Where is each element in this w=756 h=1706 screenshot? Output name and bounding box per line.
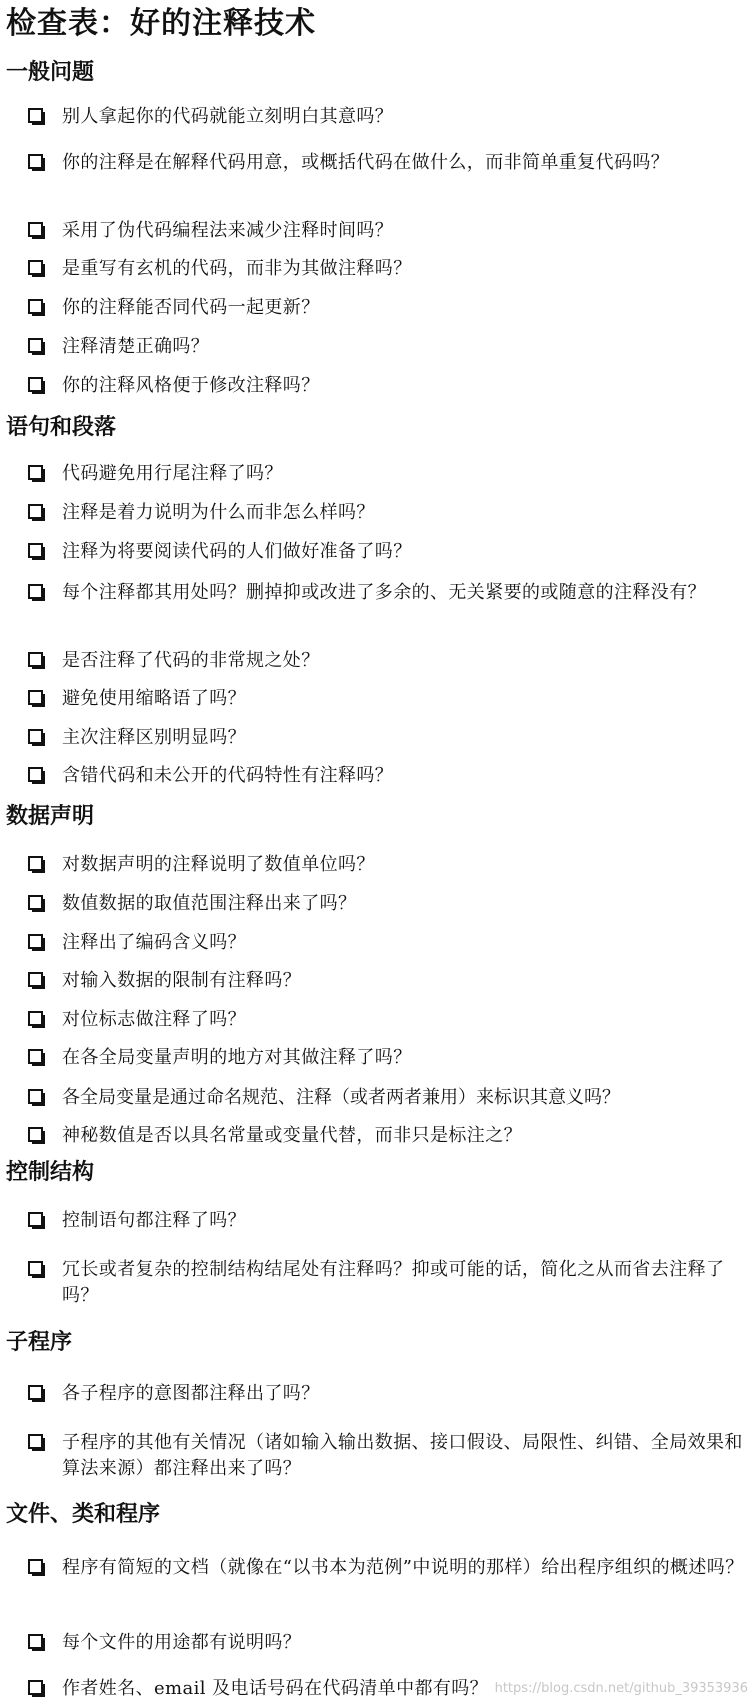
- checkbox-icon[interactable]: [28, 584, 43, 599]
- checklist-item-text: 避免使用缩略语了吗？: [62, 688, 246, 709]
- checklist-item-text: 对位标志做注释了吗？: [62, 1009, 246, 1030]
- checkbox-icon[interactable]: [28, 504, 43, 519]
- checkbox-icon[interactable]: [28, 972, 43, 987]
- checklist-item-text: 别人拿起你的代码就能立刻明白其意吗？: [62, 106, 394, 127]
- checkbox-icon[interactable]: [28, 222, 43, 237]
- section-heading-files-classes-programs: 文件、类和程序: [6, 1502, 161, 1527]
- checkbox-icon[interactable]: [28, 108, 43, 123]
- checklist-item-text: 是否注释了代码的非常规之处？: [62, 650, 320, 671]
- checklist-item-text: 你的注释是在解释代码用意，或概括代码在做什么，而非简单重复代码吗？: [62, 152, 670, 173]
- checklist-item-text: 在各全局变量声明的地方对其做注释了吗？: [62, 1047, 412, 1068]
- section-heading-routines: 子程序: [6, 1330, 73, 1355]
- checkbox-icon[interactable]: [28, 690, 43, 705]
- checkbox-icon[interactable]: [28, 1127, 43, 1142]
- checkbox-icon[interactable]: [28, 299, 43, 314]
- checklist-item-text: 控制语句都注释了吗？: [62, 1210, 246, 1231]
- checklist-item-text: 主次注释区别明显吗？: [62, 727, 246, 748]
- checklist-item-text: 各全局变量是通过命名规范、注释（或者两者兼用）来标识其意义吗？: [62, 1087, 620, 1108]
- checklist-item-text: 数值数据的取值范围注释出来了吗？: [62, 893, 357, 914]
- checklist-item-text: 每个注释都其用处吗？删掉抑或改进了多余的、无关紧要的或随意的注释没有？: [62, 582, 706, 603]
- checklist-item-text: 程序有简短的文档（就像在“以书本为范例”中说明的那样）给出程序组织的概述吗？: [62, 1557, 744, 1578]
- checkbox-icon[interactable]: [28, 652, 43, 667]
- section-heading-statements: 语句和段落: [6, 415, 117, 440]
- checklist-item-text: 冗长或者复杂的控制结构结尾处有注释吗？抑或可能的话，简化之从而省去注释了吗？: [62, 1259, 725, 1306]
- checkbox-icon[interactable]: [28, 1385, 43, 1400]
- checklist-item-text: 作者姓名、email 及电话号码在代码清单中都有吗？: [62, 1678, 489, 1699]
- checkbox-icon[interactable]: [28, 767, 43, 782]
- checkbox-icon[interactable]: [28, 260, 43, 275]
- checklist-item-text: 对数据声明的注释说明了数值单位吗？: [62, 854, 375, 875]
- checklist-item-text: 每个文件的用途都有说明吗？: [62, 1632, 302, 1653]
- checkbox-icon[interactable]: [28, 1212, 43, 1227]
- page-title: 检查表：好的注释技术: [6, 6, 316, 41]
- checkbox-icon[interactable]: [28, 1261, 43, 1276]
- checkbox-icon[interactable]: [28, 543, 43, 558]
- section-heading-general: 一般问题: [6, 60, 95, 85]
- checkbox-icon[interactable]: [28, 895, 43, 910]
- checkbox-icon[interactable]: [28, 1011, 43, 1026]
- watermark-url: https://blog.csdn.net/github_39353936: [494, 1681, 748, 1696]
- checkbox-icon[interactable]: [28, 154, 43, 169]
- checklist-item-text: 注释出了编码含义吗？: [62, 932, 246, 953]
- checkbox-icon[interactable]: [28, 377, 43, 392]
- checkbox-icon[interactable]: [28, 1049, 43, 1064]
- checklist-item-text: 是重写有玄机的代码，而非为其做注释吗？: [62, 258, 412, 279]
- checklist-item-text: 含错代码和未公开的代码特性有注释吗？: [62, 765, 394, 786]
- checklist-item-text: 你的注释风格便于修改注释吗？: [62, 375, 320, 396]
- checklist-item-text: 采用了伪代码编程法来减少注释时间吗？: [62, 220, 394, 241]
- checklist-item-text: 各子程序的意图都注释出了吗？: [62, 1383, 320, 1404]
- checkbox-icon[interactable]: [28, 934, 43, 949]
- checkbox-icon[interactable]: [28, 465, 43, 480]
- checkbox-icon[interactable]: [28, 1089, 43, 1104]
- checklist-item-text: 你的注释能否同代码一起更新？: [62, 297, 320, 318]
- checkbox-icon[interactable]: [28, 729, 43, 744]
- checklist-item-text: 子程序的其他有关情况（诸如输入输出数据、接口假设、局限性、纠错、全局效果和算法来源）都注释出来了吗？: [62, 1432, 743, 1479]
- checklist-item-text: 神秘数值是否以具名常量或变量代替，而非只是标注之？: [62, 1125, 522, 1146]
- checklist-item-text: 对输入数据的限制有注释吗？: [62, 970, 302, 991]
- section-heading-control-structures: 控制结构: [6, 1160, 95, 1185]
- checklist-item-text: 注释为将要阅读代码的人们做好准备了吗？: [62, 541, 412, 562]
- checkbox-icon[interactable]: [28, 856, 43, 871]
- checkbox-icon[interactable]: [28, 1634, 43, 1649]
- checkbox-icon[interactable]: [28, 338, 43, 353]
- checklist-item-text: 注释是着力说明为什么而非怎么样吗？: [62, 502, 375, 523]
- checklist-item-text: 代码避免用行尾注释了吗？: [62, 463, 283, 484]
- checkbox-icon[interactable]: [28, 1559, 43, 1574]
- checkbox-icon[interactable]: [28, 1680, 43, 1695]
- section-heading-data-declarations: 数据声明: [6, 804, 95, 829]
- checklist-item-text: 注释清楚正确吗？: [62, 336, 210, 357]
- checkbox-icon[interactable]: [28, 1434, 43, 1449]
